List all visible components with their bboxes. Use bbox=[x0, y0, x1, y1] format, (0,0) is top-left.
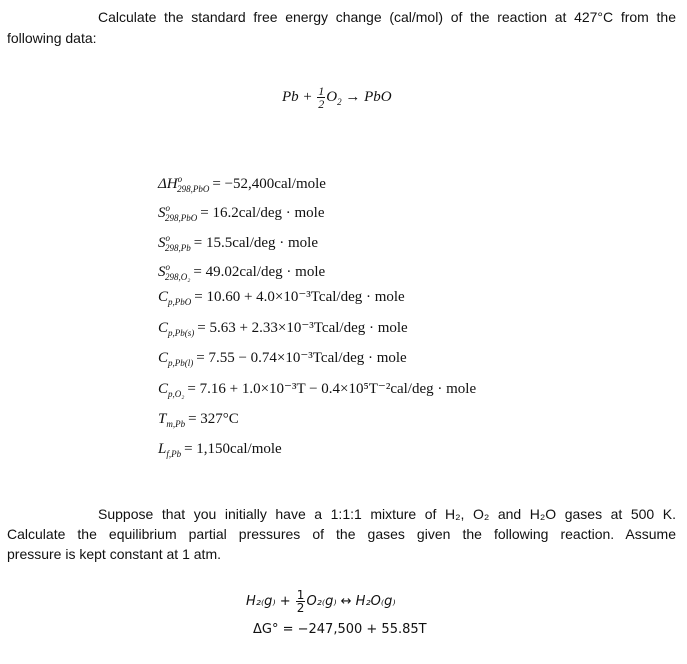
fraction-denominator: 2 bbox=[318, 97, 325, 111]
standard-state-superscript: o bbox=[165, 262, 170, 272]
problem1-line2: following data: bbox=[7, 30, 97, 46]
property-value: = 7.55 − 0.74×10⁻³Tcal/deg · mole bbox=[196, 350, 407, 366]
reaction-pb-oxidation bbox=[282, 85, 392, 111]
reaction-arrow: → bbox=[345, 88, 361, 105]
property-subscript: f,Pb bbox=[166, 449, 182, 459]
thermo-data-row bbox=[158, 199, 325, 227]
property-subscript: p,Pb(l) bbox=[168, 358, 194, 368]
property-symbol: L bbox=[158, 441, 167, 457]
half-fraction-2 bbox=[296, 589, 306, 614]
property-subscript: 298,O₂ bbox=[165, 272, 191, 282]
reactant-pb: Pb bbox=[282, 88, 299, 105]
property-symbol: T bbox=[158, 411, 167, 427]
property-symbol: S bbox=[158, 235, 166, 251]
standard-state-superscript: o bbox=[177, 174, 183, 184]
half-fraction bbox=[317, 85, 325, 110]
plus-sign: + bbox=[302, 88, 313, 105]
property-value: = 327°C bbox=[188, 411, 239, 427]
thermo-data-row bbox=[158, 319, 408, 342]
property-subscript: 298,Pb bbox=[165, 243, 191, 253]
property-subscript: p,PbO bbox=[168, 297, 192, 307]
thermo-data-row bbox=[158, 410, 239, 433]
property-value: = 10.60 + 4.0×10⁻³Tcal/deg · mole bbox=[194, 289, 405, 305]
thermo-data-row bbox=[158, 170, 326, 198]
fraction-numerator: 1 bbox=[318, 84, 325, 98]
standard-state-superscript: o bbox=[165, 203, 170, 213]
thermo-data-row bbox=[158, 349, 407, 372]
property-subscript: 298,PbO bbox=[177, 184, 210, 194]
thermo-data-row bbox=[158, 380, 476, 403]
property-subscript: p,Pb(s) bbox=[168, 328, 195, 338]
reaction-water-formation bbox=[246, 589, 396, 614]
property-value: = 49.02cal/deg · mole bbox=[193, 264, 326, 280]
thermo-data-row bbox=[158, 440, 282, 463]
property-subscript: p,O₂ bbox=[168, 389, 185, 399]
property-symbol: ΔH bbox=[158, 176, 178, 192]
property-symbol: C bbox=[158, 350, 169, 366]
delta-g-equation: ΔG° = −247,500 + 55.85T bbox=[253, 622, 427, 637]
thermo-data-row bbox=[158, 229, 318, 257]
thermo-data-row bbox=[158, 258, 325, 286]
oxygen-symbol: O bbox=[326, 88, 338, 105]
fraction2-numerator: 1 bbox=[296, 588, 305, 602]
property-value: = 5.63 + 2.33×10⁻³Tcal/deg · mole bbox=[197, 320, 408, 336]
problem2-line3: pressure is kept constant at 1 atm. bbox=[7, 546, 221, 562]
fraction2-denominator: 2 bbox=[296, 601, 305, 615]
reaction2-right: O₂₍g₎ ↔ H₂O₍g₎ bbox=[306, 594, 396, 609]
product-pbo: PbO bbox=[364, 88, 392, 105]
property-subscript: m,Pb bbox=[166, 419, 186, 429]
property-symbol: S bbox=[158, 205, 166, 221]
property-value: = 7.16 + 1.0×10⁻³T − 0.4×10⁵T⁻²cal/deg · mole bbox=[187, 381, 477, 397]
property-value: = 16.2cal/deg · mole bbox=[200, 205, 325, 221]
oxygen-subscript: 2 bbox=[337, 96, 342, 107]
thermo-data-row bbox=[158, 288, 405, 311]
property-symbol: C bbox=[158, 320, 169, 336]
problem2-line1: Suppose that you initially have a 1:1:1 mixture of H₂, O₂ and H₂O gases at 500 K. bbox=[98, 506, 676, 522]
property-value: = 1,150cal/mole bbox=[184, 441, 282, 457]
property-subscript: 298,PbO bbox=[165, 213, 198, 223]
reaction2-left: H₂₍g₎ + bbox=[246, 594, 291, 609]
property-symbol: C bbox=[158, 381, 169, 397]
property-value: = −52,400cal/mole bbox=[212, 176, 326, 192]
property-symbol: C bbox=[158, 289, 169, 305]
problem2-line2: Calculate the equilibrium partial pressures of the gases given the following reaction. Assume bbox=[7, 526, 676, 542]
property-value: = 15.5cal/deg · mole bbox=[193, 235, 319, 251]
property-symbol: S bbox=[158, 264, 166, 280]
problem1-line1: Calculate the standard free energy change (cal/mol) of the reaction at 427°C from the bbox=[98, 9, 676, 25]
standard-state-superscript: o bbox=[165, 233, 170, 243]
